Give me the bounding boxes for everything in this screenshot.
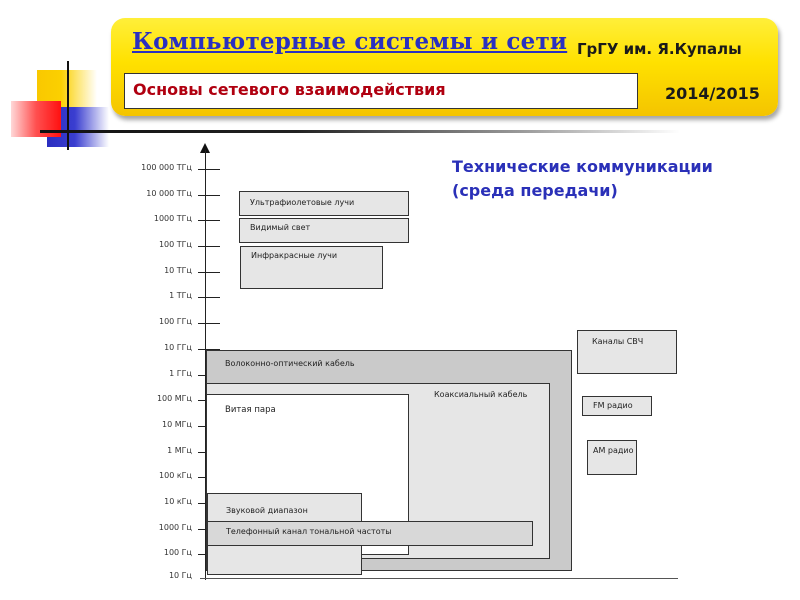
range-label: Витая пара xyxy=(225,405,276,415)
range-label: Звуковой диапазон xyxy=(226,506,308,515)
heading-line-1: Технические коммуникации xyxy=(452,157,713,176)
tick-label: 1 ТГц xyxy=(169,291,192,300)
tick-label: 10 000 ТГц xyxy=(146,189,192,198)
tick-label: 100 МГц xyxy=(156,394,192,403)
range-label: Каналы СВЧ xyxy=(592,337,644,346)
tick-label: 1 МГц xyxy=(167,446,192,455)
tick xyxy=(198,272,220,273)
tick-label: 100 Гц xyxy=(163,548,192,557)
tick xyxy=(198,169,220,170)
tick-label: 10 ТГц xyxy=(164,266,192,275)
tick-label: 10 Гц xyxy=(168,571,192,580)
tick xyxy=(198,195,220,196)
page-subtitle: Основы сетевого взаимодействия xyxy=(133,80,446,99)
tick-label: 100 ТГц xyxy=(158,240,192,249)
tick-label: 1000 ТГц xyxy=(153,214,192,223)
tick-label: 100 000 ТГц xyxy=(141,163,192,172)
range-label: AM радио xyxy=(593,446,634,455)
tick xyxy=(198,220,220,221)
tick-label: 10 ГГц xyxy=(164,343,192,352)
page-title: Компьютерные системы и сети xyxy=(132,28,568,55)
heading-line-2: (среда передачи) xyxy=(452,181,618,200)
x-axis xyxy=(200,578,678,579)
range-visible-light xyxy=(239,218,409,243)
institution-label: ГрГУ им. Я.Купалы xyxy=(577,40,742,58)
range-am-radio xyxy=(587,440,637,475)
range-label: FM радио xyxy=(593,401,633,410)
range-infrared xyxy=(240,246,383,289)
range-ultraviolet xyxy=(239,191,409,216)
range-fm-radio xyxy=(582,396,652,416)
range-telephone-channel xyxy=(207,521,533,546)
range-label: Инфракрасные лучи xyxy=(251,251,338,260)
tick xyxy=(198,297,220,298)
tick-label: 100 кГц xyxy=(159,471,192,480)
range-label: Ультрафиолетовые лучи xyxy=(250,198,355,207)
tick-label: 100 ГГц xyxy=(158,317,192,326)
year-label: 2014/2015 xyxy=(665,84,760,103)
range-microwave xyxy=(577,330,677,374)
tick-label: 10 кГц xyxy=(164,497,192,506)
tick xyxy=(198,323,220,324)
tick-label: 1000 Гц xyxy=(158,523,192,532)
tick xyxy=(198,246,220,247)
range-label: Телефонный канал тональной частоты xyxy=(226,527,392,536)
range-label: Волоконно-оптический кабель xyxy=(225,359,355,368)
tick-label: 1 ГГц xyxy=(169,369,192,378)
range-label: Видимый свет xyxy=(250,223,311,232)
range-label: Коаксиальный кабель xyxy=(434,390,528,399)
tick-label: 10 МГц xyxy=(162,420,192,429)
